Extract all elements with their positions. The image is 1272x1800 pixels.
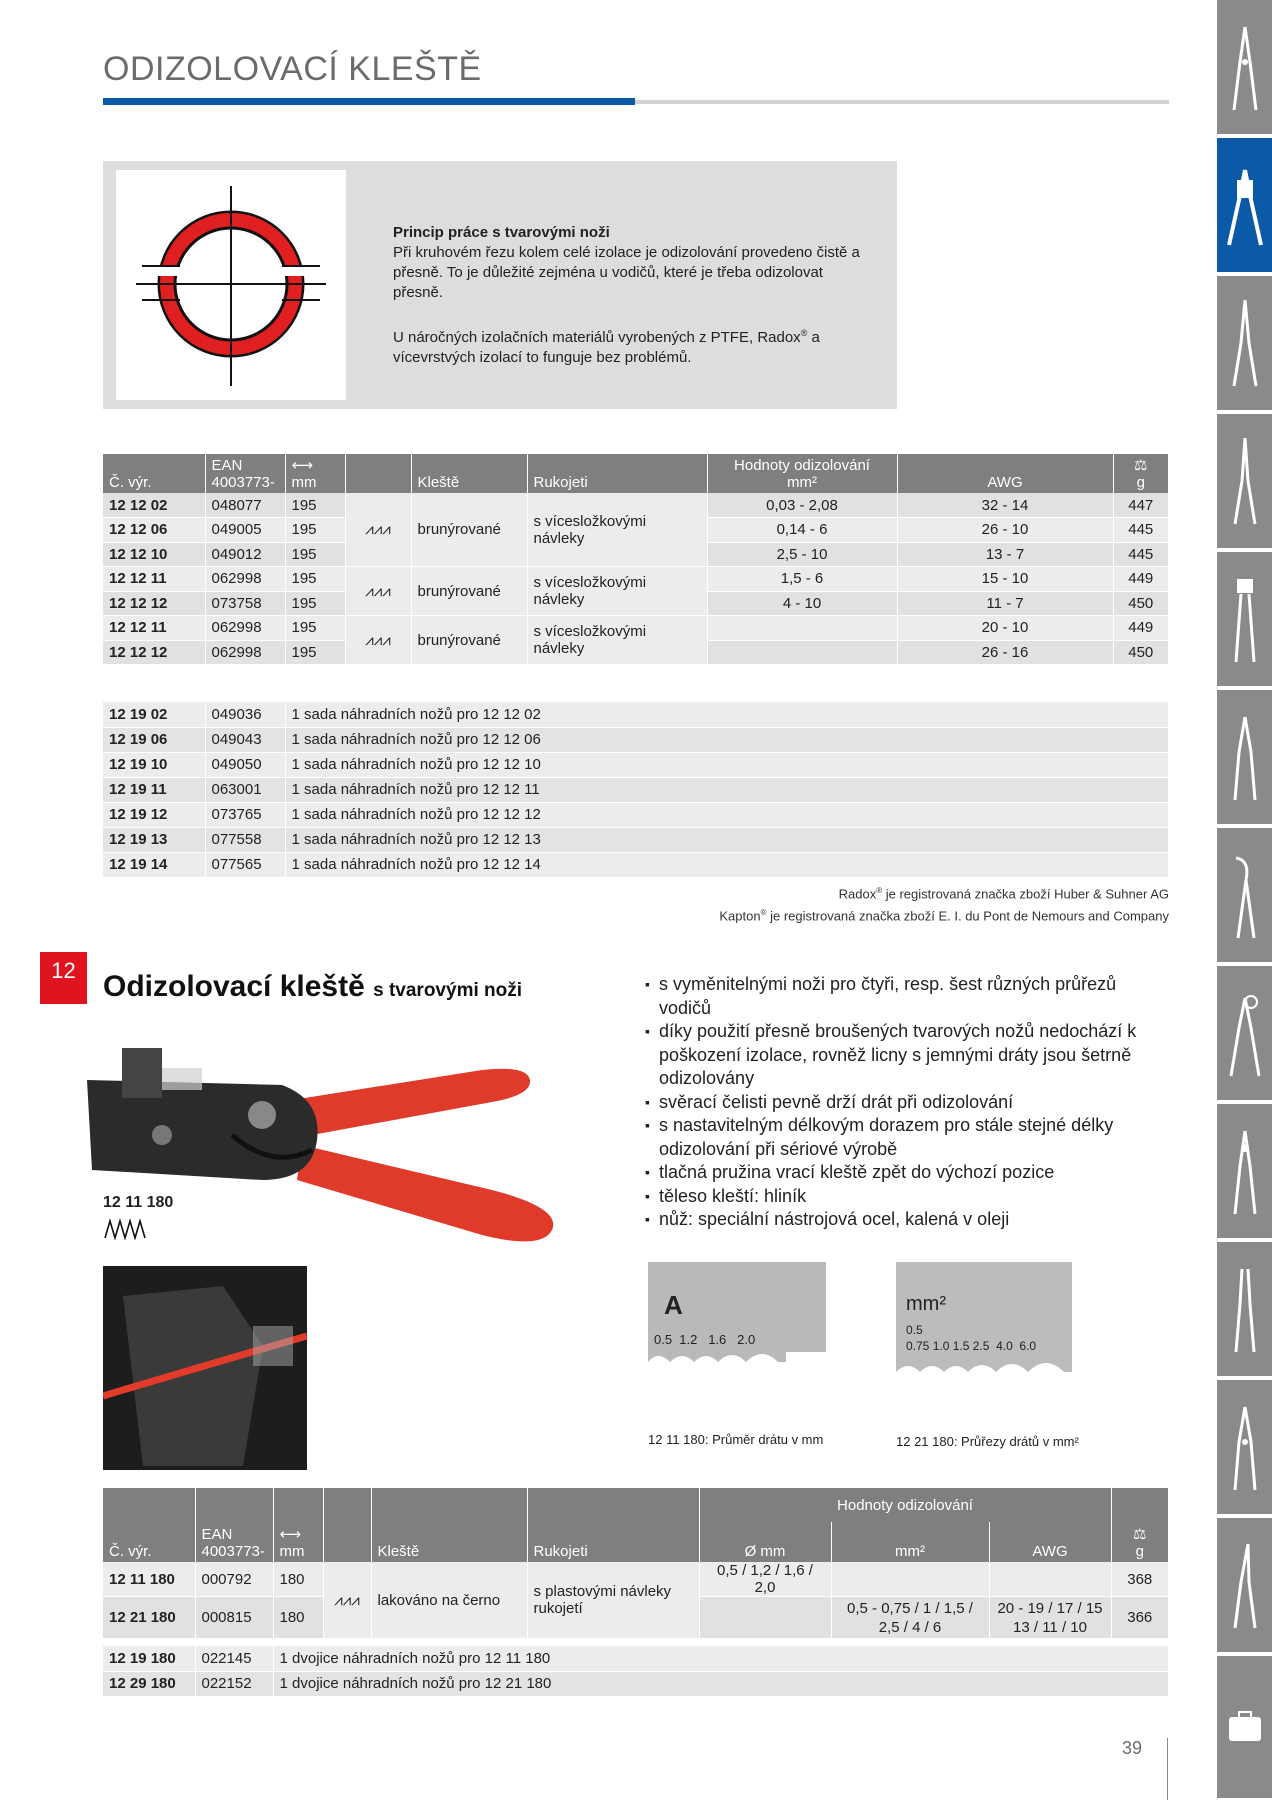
sidebar-tab-crimping[interactable]: [1217, 966, 1272, 1102]
table-row: 12 12 02 048077 195 ⩘⩘⩘ brunýrované s vícesložkovými návleky 0,03 - 2,08 32 - 14 447: [103, 493, 1169, 518]
spare-blades-table: [103, 702, 1169, 878]
list-item: ▪ díky použití přesně broušených tvarových nožů nedochází k poškození izolace, rovněž licny s jemnými dráty jsou šetrně odizolovány: [645, 1020, 1165, 1091]
stripping-pliers-table: [103, 454, 1169, 665]
long-nose-pliers-icon: [1230, 298, 1260, 388]
svg-text:A: A: [664, 1290, 683, 1320]
info-box: [103, 161, 897, 409]
zigzag-blade-icon: ⩘⩘⩘: [323, 1562, 371, 1639]
sidebar-tab-wire-strippers[interactable]: [1217, 138, 1272, 274]
sidebar-tab-cutters[interactable]: [1217, 690, 1272, 826]
table-row: 12 19 13 077558 1 sada náhradních nožů pro 12 12 13: [103, 827, 1169, 852]
product-code: 12 11 180: [103, 1194, 174, 1211]
svg-text:0.75 1.0 1.5 2.5 4.0 6.0: 0.75 1.0 1.5 2.5 4.0 6.0: [906, 1339, 1037, 1353]
title-underline: [635, 100, 1169, 104]
title-underline-accent: [103, 98, 635, 105]
list-item: ▪ tlačná pružina vrací kleště zpět do výchozí pozice: [645, 1161, 1165, 1185]
section-title: Odizolovací kleště s tvarovými noži: [103, 970, 523, 1003]
sidebar-tab-locking[interactable]: [1217, 1242, 1272, 1378]
zigzag-blade-icon: ⩘⩘⩘: [345, 567, 411, 616]
category-sidebar: [1217, 0, 1272, 1800]
cable-cutter-icon: [1230, 1402, 1260, 1492]
sidebar-tab-cable-cutters[interactable]: [1217, 1380, 1272, 1516]
blade-caption-diameter: 12 11 180: Průměr drátu v mm: [648, 1432, 824, 1447]
end-cutter-icon: [1230, 574, 1260, 664]
table-row: 12 19 11 063001 1 sada náhradních nožů pro 12 12 11: [103, 777, 1169, 802]
table-row: 12 12 06 049005 195 0,14 - 6 26 - 10 445: [103, 518, 1169, 543]
blade-diagram-cross-section: [896, 1262, 1072, 1426]
table-row: 12 12 11 062998 195 ⩘⩘⩘ brunýrované s vícesložkovými návleky 20 - 10 449: [103, 616, 1169, 641]
trademark-note-radox: Radox® je registrovaná značka zboží Huber & Suhner AG: [838, 886, 1169, 902]
list-item: ▪ s nastavitelným délkovým dorazem pro stále stejné délky odizolování při sériové výrobě: [645, 1114, 1165, 1161]
svg-text:0.5: 0.5: [906, 1323, 923, 1337]
table-header: Č. výr. EAN 4003773- ⟷ mm Kleště Rukojeti Hodnoty odizolování ⚖ g: [103, 1488, 1169, 1522]
spare-blade-pairs-table: [103, 1646, 1169, 1697]
page-number-rule: [1167, 1738, 1168, 1800]
info-text: [393, 223, 863, 388]
table-header: Ø mm mm² AWG: [103, 1522, 1169, 1562]
zigzag-blade-icon: ⩘⩘⩘: [345, 616, 411, 665]
bent-nose-pliers-icon: [1230, 1540, 1260, 1630]
table-row: 12 12 10 049012 195 2,5 - 10 13 - 7 445: [103, 542, 1169, 567]
product-photo-in-use: [103, 1266, 307, 1470]
trademark-note-kapton: Kapton® je registrovaná značka zboží E. I. du Pont de Nemours and Company: [719, 908, 1169, 924]
sidebar-tab-cases[interactable]: [1217, 1656, 1272, 1800]
water-pump-pliers-icon: [1230, 850, 1260, 940]
zigzag-blade-icon: ⩘⩘⩘: [345, 493, 411, 567]
length-arrow-icon: ⟷: [291, 457, 314, 474]
table-row: 12 19 14 077565 1 sada náhradních nožů pro 12 12 14: [103, 852, 1169, 877]
length-arrow-icon: ⟷: [279, 1526, 302, 1543]
list-item: ▪ svěrací čelisti pevně drží drát při odizolování: [645, 1091, 1165, 1115]
sidebar-tab-water-pump[interactable]: [1217, 828, 1272, 964]
table-row: 12 19 06 049043 1 sada náhradních nožů pro 12 12 06: [103, 727, 1169, 752]
feature-list: [645, 973, 1165, 1232]
sidebar-tab-pliers[interactable]: [1217, 0, 1272, 136]
zigzag-blade-icon: [103, 1218, 149, 1245]
needle-pliers-icon: [1230, 436, 1260, 526]
cutter-icon: [1230, 712, 1260, 802]
trademark-notes: [719, 881, 1169, 926]
pliers-icon: [1230, 22, 1260, 112]
sidebar-tab-long-nose[interactable]: [1217, 276, 1272, 412]
list-item: ▪ těleso kleští: hliník: [645, 1185, 1165, 1209]
chapter-tab: 12: [40, 952, 87, 1004]
locking-pliers-icon: [1230, 1264, 1260, 1354]
svg-text:mm²: mm²: [906, 1293, 946, 1315]
sidebar-tab-bent-nose[interactable]: [1217, 1518, 1272, 1654]
sidebar-tab-end-cutters[interactable]: [1217, 552, 1272, 688]
table-row: 12 12 12 073758 195 4 - 10 11 - 7 450: [103, 591, 1169, 616]
table-row: 12 21 180 000815 180 0,5 - 0,75 / 1 / 1,5 / 2,5 / 4 / 6 20 - 19 / 17 / 15 13 / 11 / 10 366: [103, 1597, 1169, 1639]
product-spec-table: [103, 1488, 1169, 1639]
scale-icon: ⚖: [1133, 1526, 1147, 1543]
blade-diagram-diameter: [648, 1262, 826, 1426]
scale-icon: ⚖: [1134, 457, 1148, 474]
table-row: 12 29 180 022152 1 dvojice náhradních nožů pro 12 21 180: [103, 1671, 1169, 1696]
list-item: ▪ s vyměnitelnými noži pro čtyři, resp. šest různých průřezů vodičů: [645, 973, 1165, 1020]
sidebar-tab-needle[interactable]: [1217, 414, 1272, 550]
table-row: 12 12 12 062998 195 26 - 16 450: [103, 640, 1169, 665]
info-paragraph-1: Při kruhovém řezu kolem celé izolace je odizolování provedeno čistě a přesně. To je důležité zejména u vodičů, které je třeba odizolovat přesně.: [393, 244, 860, 301]
info-paragraph-2: U náročných izolačních materiálů vyrobených z PTFE, Radox® a vícevrstvých izolací to funguje bez problémů.: [393, 328, 820, 366]
info-heading: Princip práce s tvarovými noži: [393, 224, 610, 241]
blade-caption-cross-section: 12 21 180: Průřezy drátů v mm²: [896, 1434, 1079, 1449]
table-row: 12 19 02 049036 1 sada náhradních nožů pro 12 12 02: [103, 702, 1169, 727]
table-header: Č. výr. EAN 4003773- ⟷ mm Kleště Rukojeti Hodnoty odizolování mm² AWG ⚖ g: [103, 454, 1169, 493]
product-photo-pliers: [82, 1040, 562, 1250]
page-number: 39: [1122, 1738, 1143, 1758]
svg-text:0.5 1.2 1.6 2.0: 0.5 1.2 1.6 2.0: [654, 1332, 756, 1347]
circular-cut-diagram: [116, 170, 346, 400]
table-row: 12 19 12 073765 1 sada náhradních nožů pro 12 12 12: [103, 802, 1169, 827]
table-row: 12 11 180 000792 180 ⩘⩘⩘ lakováno na černo s plastovými návleky rukojetí 0,5 / 1,2 / 1,6 / 2,0 368: [103, 1562, 1169, 1597]
sidebar-tab-circlip[interactable]: [1217, 1104, 1272, 1240]
list-item: ▪ nůž: speciální nástrojová ocel, kalená v oleji: [645, 1208, 1165, 1232]
table-row: 12 19 180 022145 1 dvojice náhradních nožů pro 12 11 180: [103, 1646, 1169, 1671]
wire-stripper-icon: [1225, 160, 1265, 250]
crimping-pliers-icon: [1227, 988, 1263, 1078]
table-row: 12 19 10 049050 1 sada náhradních nožů pro 12 12 10: [103, 752, 1169, 777]
table-row: 12 12 11 062998 195 ⩘⩘⩘ brunýrované s vícesložkovými návleky 1,5 - 6 15 - 10 449: [103, 567, 1169, 592]
case-icon: [1225, 1707, 1265, 1747]
circlip-pliers-icon: [1230, 1126, 1260, 1216]
page-title: ODIZOLOVACÍ KLEŠTĚ: [103, 50, 482, 88]
